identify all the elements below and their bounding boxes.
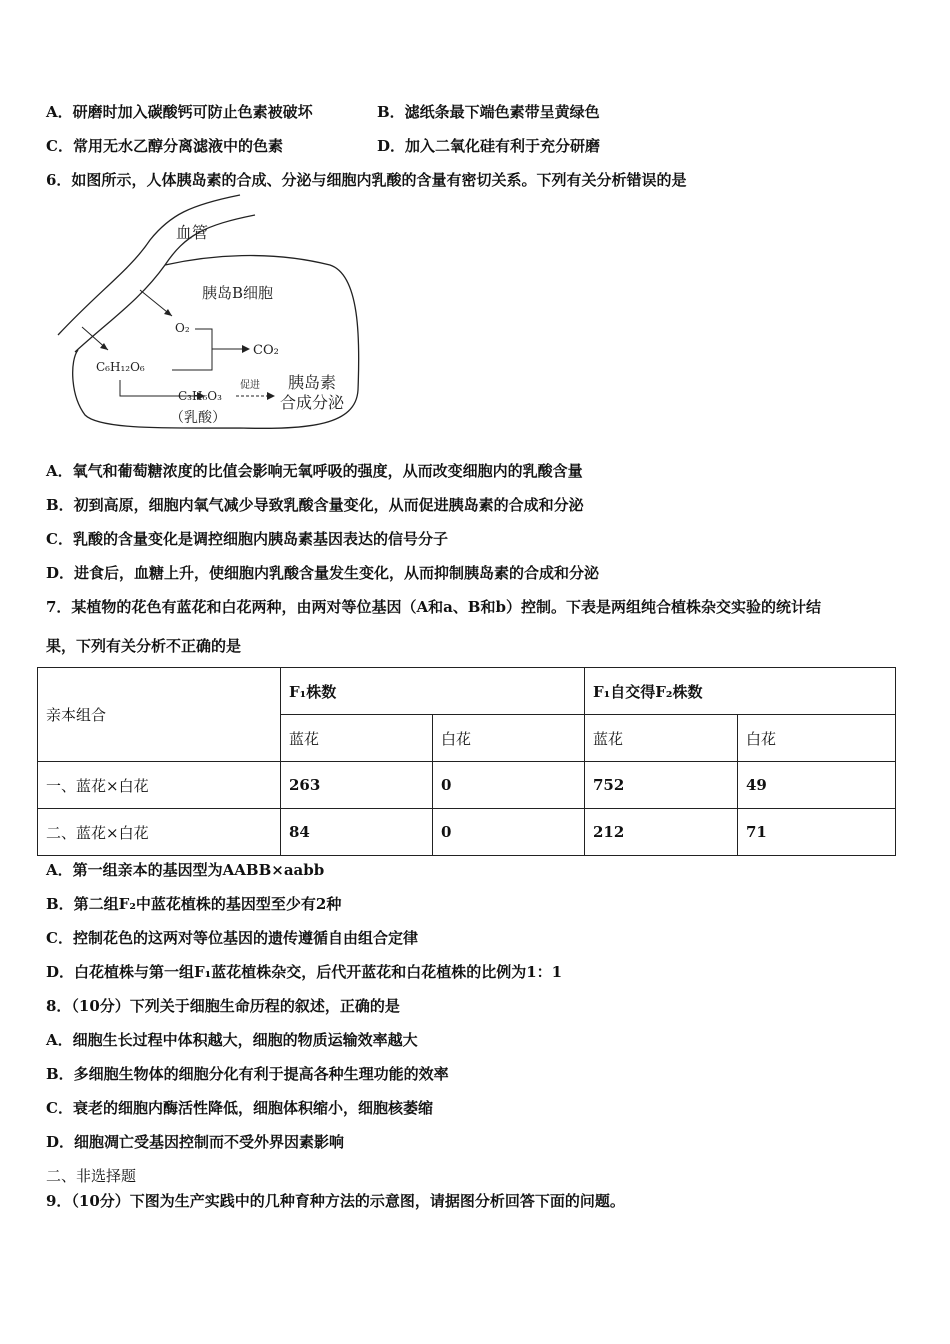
- glucose-label: C₆H₁₂O₆: [96, 360, 145, 374]
- insulin-cell-diagram: [40, 190, 380, 440]
- q8-stem: 8．（10分）下列关于细胞生命历程的叙述，正确的是: [46, 997, 400, 1015]
- row-label: 一、蓝花×白花: [38, 762, 281, 809]
- cell: 752: [585, 762, 738, 809]
- cell: 49: [738, 762, 896, 809]
- header-f1-blue: 蓝花: [281, 715, 433, 762]
- co2-label: CO₂: [253, 343, 279, 358]
- header-f2-white: 白花: [738, 715, 896, 762]
- q5-option-a: A．研磨时加入碳酸钙可防止色素被破坏: [46, 103, 313, 121]
- q7-option-b: B．第二组F₂中蓝花植株的基因型至少有2种: [46, 895, 342, 913]
- insulin-label: 胰岛素: [288, 373, 337, 392]
- q5-option-c: C．常用无水乙醇分离滤液中的色素: [46, 137, 283, 155]
- q6-option-b: B．初到高原，细胞内氧气减少导致乳酸含量变化，从而促进胰岛素的合成和分泌: [46, 496, 584, 514]
- q5-option-d: D．加入二氧化硅有利于充分研磨: [377, 137, 601, 155]
- q6-option-c: C．乳酸的含量变化是调控细胞内胰岛素基因表达的信号分子: [46, 530, 448, 548]
- section-heading: 二、非选择题: [46, 1167, 137, 1185]
- q7-option-a: A．第一组亲本的基因型为AABB×aabb: [46, 861, 325, 879]
- q8-option-b: B．多细胞生物体的细胞分化有利于提高各种生理功能的效率: [46, 1065, 449, 1083]
- vessel-label: 血管: [176, 223, 209, 242]
- cell: 0: [433, 809, 585, 856]
- table-row: [38, 762, 896, 809]
- q8-option-a: A．细胞生长过程中体积越大，细胞的物质运输效率越大: [46, 1031, 418, 1049]
- cell: 263: [281, 762, 433, 809]
- o2-label: O₂: [175, 321, 190, 335]
- q7-stem-line1: 7．某植物的花色有蓝花和白花两种，由两对等位基因（A和a、B和b）控制。下表是两组纯合植株杂交实验的统计结: [46, 598, 821, 616]
- header-f1-white: 白花: [433, 715, 585, 762]
- q6-option-d: D．进食后，血糖上升，使细胞内乳酸含量发生变化，从而抑制胰岛素的合成和分泌: [46, 564, 600, 582]
- row-label: 二、蓝花×白花: [38, 809, 281, 856]
- cell: 84: [281, 809, 433, 856]
- secretion-label: 合成分泌: [280, 393, 345, 412]
- header-parent: 亲本组合: [38, 668, 281, 762]
- q7-option-d: D．白花植株与第一组F₁蓝花植株杂交，后代开蓝花和白花植株的比例为1：1: [46, 963, 563, 981]
- cell: 0: [433, 762, 585, 809]
- q6-option-a: A．氧气和葡萄糖浓度的比值会影响无氧呼吸的强度，从而改变细胞内的乳酸含量: [46, 462, 583, 480]
- lactic-formula: C₃H₆O₃: [178, 389, 222, 403]
- header-f2-blue: 蓝花: [585, 715, 738, 762]
- q8-option-c: C．衰老的细胞内酶活性降低，细胞体积缩小，细胞核萎缩: [46, 1099, 433, 1117]
- promote-label: 促进: [240, 380, 260, 391]
- q6-stem: 6．如图所示，人体胰岛素的合成、分泌与细胞内乳酸的含量有密切关系。下列有关分析错误的是: [46, 171, 687, 189]
- q9-stem: 9．（10分）下图为生产实践中的几种育种方法的示意图，请据图分析回答下面的问题。: [46, 1192, 625, 1210]
- cell-label: 胰岛B细胞: [202, 284, 274, 302]
- q5-option-b: B．滤纸条最下端色素带呈黄绿色: [377, 103, 600, 121]
- lactic-name: （乳酸）: [170, 410, 226, 426]
- table-row: [38, 809, 896, 856]
- q7-stem-line2: 果，下列有关分析不正确的是: [46, 637, 242, 655]
- cell: 71: [738, 809, 896, 856]
- q8-option-d: D．细胞凋亡受基因控制而不受外界因素影响: [46, 1133, 345, 1151]
- cross-results-table: [37, 667, 896, 856]
- header-f2: F₁自交得F₂株数: [585, 668, 896, 715]
- q7-option-c: C．控制花色的这两对等位基因的遗传遵循自由组合定律: [46, 929, 418, 947]
- cell: 212: [585, 809, 738, 856]
- header-f1: F₁株数: [281, 668, 585, 715]
